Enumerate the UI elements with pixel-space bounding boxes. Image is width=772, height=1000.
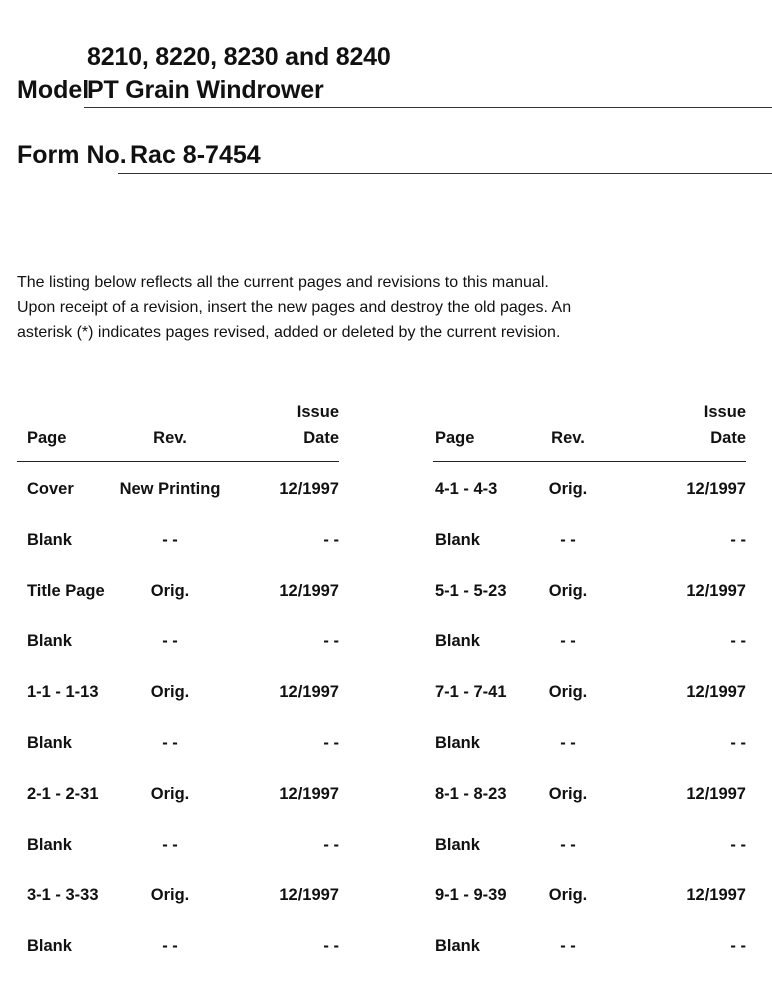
table-row [27, 886, 339, 910]
header-rule [17, 461, 339, 462]
cell-page: Blank [435, 734, 480, 752]
table-row [27, 480, 339, 504]
header-issue: Issue [296, 403, 339, 421]
table-row [27, 683, 339, 707]
header-rev: Rev. [551, 429, 585, 447]
table-row [27, 734, 339, 758]
cell-issue-date: 12/1997 [686, 784, 746, 803]
cell-page: Blank [435, 937, 480, 956]
cell-issue-date: - - [323, 937, 339, 956]
cell-page: Blank [435, 835, 480, 854]
cell-rev: Orig. [150, 784, 190, 803]
table-row [435, 937, 746, 961]
cell-rev: - - [162, 734, 178, 752]
cell-issue-date: - - [323, 734, 339, 752]
cell-rev: - - [560, 835, 576, 854]
cell-page: 3-1 - 3-33 [27, 886, 99, 905]
cell-rev: - - [560, 734, 576, 752]
model-underline [84, 107, 772, 108]
model-label: Model [17, 76, 90, 104]
table-row [435, 836, 746, 860]
header-date: Date [303, 429, 339, 447]
cell-rev: Orig. [548, 784, 588, 803]
cell-page: Blank [27, 937, 72, 956]
cell-rev: Orig. [548, 886, 588, 905]
cell-page: Blank [27, 530, 72, 549]
cell-issue-date: 12/1997 [279, 581, 339, 600]
cell-rev: - - [560, 530, 576, 549]
cell-page: Blank [27, 734, 72, 752]
cell-rev: - - [162, 937, 178, 956]
cell-page: Blank [27, 632, 72, 651]
cell-rev: Orig. [150, 581, 190, 600]
table-row [27, 836, 339, 860]
table-row [27, 582, 339, 606]
cell-rev: - - [162, 835, 178, 854]
cell-rev: - - [162, 632, 178, 651]
cell-rev: Orig. [150, 683, 190, 702]
cell-page: 7-1 - 7-41 [435, 683, 507, 702]
cell-rev: - - [560, 937, 576, 956]
table-row [435, 734, 746, 758]
table-row [435, 785, 746, 809]
cell-issue-date: - - [730, 530, 746, 549]
table-row [27, 937, 339, 961]
cell-page: 2-1 - 2-31 [27, 784, 99, 803]
cell-page: Title Page [27, 581, 105, 600]
cell-page: Blank [27, 835, 72, 854]
cell-issue-date: 12/1997 [279, 784, 339, 803]
cell-issue-date: 12/1997 [686, 683, 746, 702]
cell-issue-date: - - [730, 835, 746, 854]
form-number-value: Rac 8-7454 [130, 141, 261, 169]
cell-issue-date: 12/1997 [279, 683, 339, 702]
cell-rev: Orig. [548, 581, 588, 600]
cell-page: 5-1 - 5-23 [435, 581, 507, 600]
cell-issue-date: - - [323, 632, 339, 651]
cell-page: 8-1 - 8-23 [435, 784, 507, 803]
cell-page: 9-1 - 9-39 [435, 886, 507, 905]
cell-rev: - - [162, 530, 178, 549]
cell-issue-date: - - [730, 937, 746, 956]
table-row [435, 480, 746, 504]
cell-rev: Orig. [548, 480, 588, 498]
table-row [435, 632, 746, 656]
table-row [435, 582, 746, 606]
form-number-underline [118, 173, 772, 174]
cell-rev: - - [560, 632, 576, 651]
cell-issue-date: 12/1997 [686, 581, 746, 600]
header-rev: Rev. [153, 429, 187, 447]
header-rule [433, 461, 746, 462]
header-date: Date [710, 429, 746, 447]
cell-page: Blank [435, 530, 480, 549]
cell-issue-date: 12/1997 [686, 480, 746, 498]
cell-page: Blank [435, 632, 480, 651]
form-number-label: Form No. [17, 141, 127, 169]
table-row [435, 886, 746, 910]
cell-page: Cover [27, 480, 74, 498]
table-row [435, 531, 746, 555]
cell-rev: Orig. [548, 683, 588, 702]
cell-issue-date: - - [323, 530, 339, 549]
cell-page: 1-1 - 1-13 [27, 683, 99, 702]
cell-rev: New Printing [119, 480, 221, 498]
model-numbers: 8210, 8220, 8230 and 8240 [87, 43, 391, 71]
table-row [435, 683, 746, 707]
model-name: PT Grain Windrower [87, 76, 324, 104]
cell-issue-date: - - [730, 632, 746, 651]
intro-line-2: Upon receipt of a revision, insert the new pages and destroy the old pages. An [17, 299, 572, 316]
intro-paragraph [17, 270, 767, 345]
cell-issue-date: 12/1997 [279, 886, 339, 905]
intro-line-3: asterisk (*) indicates pages revised, added or deleted by the current revision. [17, 324, 561, 341]
table-row [27, 632, 339, 656]
cell-rev: Orig. [150, 886, 190, 905]
cell-issue-date: 12/1997 [279, 480, 339, 498]
cell-issue-date: - - [730, 734, 746, 752]
table-row [27, 531, 339, 555]
cell-issue-date: - - [323, 835, 339, 854]
intro-line-1: The listing below reflects all the current pages and revisions to this manual. [17, 274, 549, 291]
cell-page: 4-1 - 4-3 [435, 480, 498, 498]
header-issue: Issue [703, 403, 746, 421]
table-row [27, 785, 339, 809]
header-page: Page [27, 429, 67, 447]
header-page: Page [435, 429, 475, 447]
cell-issue-date: 12/1997 [686, 886, 746, 905]
